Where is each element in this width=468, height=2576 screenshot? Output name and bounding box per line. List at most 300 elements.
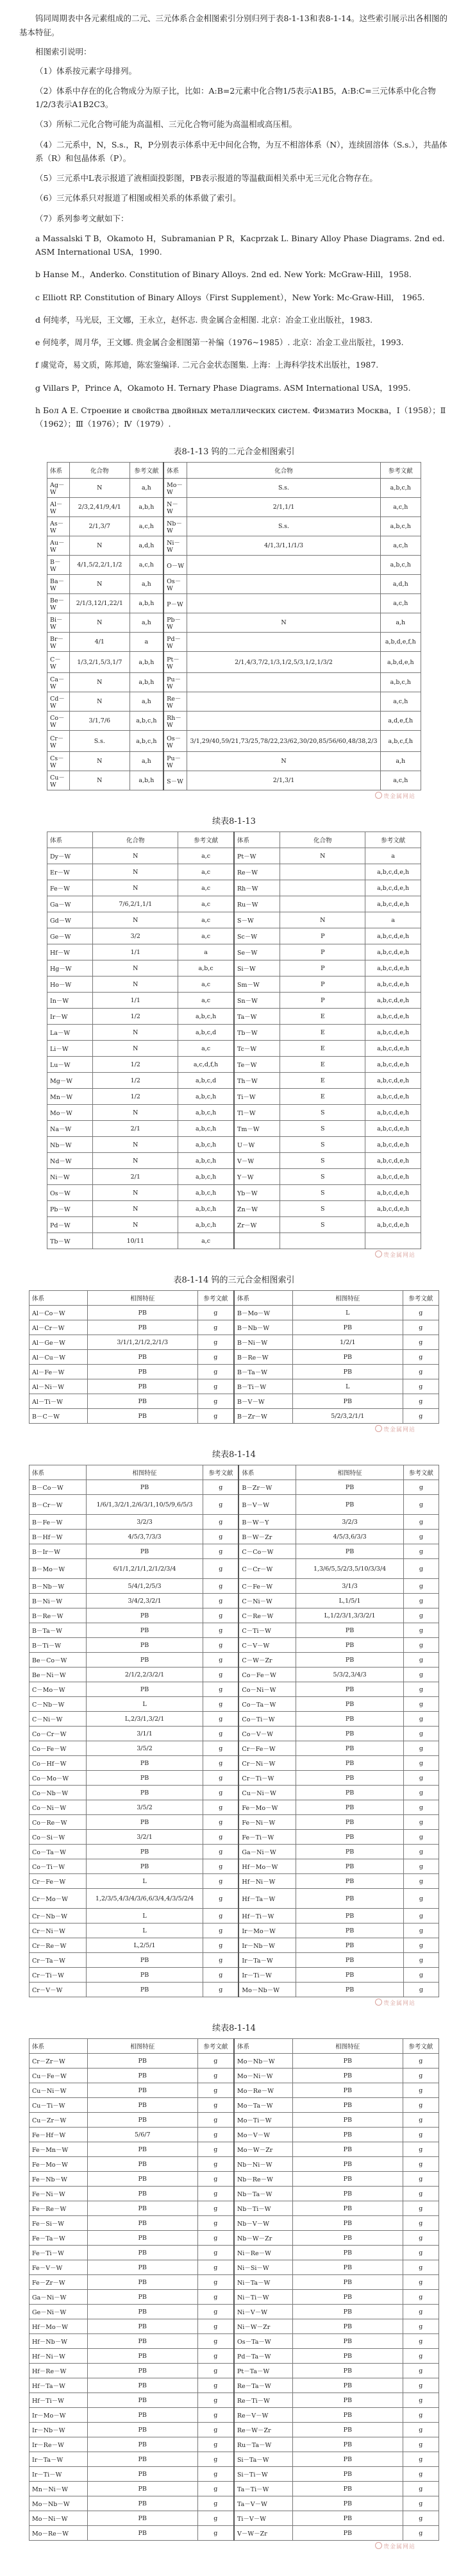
table-cell: Os－W: [163, 575, 187, 594]
table-cell: Sc－W: [234, 928, 280, 944]
note-item: （3）所标二元化合物可能为高温相、三元化合物可能为高温相或高压相。: [35, 119, 297, 130]
table-row: [47, 864, 421, 880]
note-item: （7）系列参考文献如下：: [35, 213, 129, 223]
table-row: [29, 2275, 439, 2290]
table-cell: g: [203, 1741, 239, 1756]
table-cell: Ni－Ti－W: [234, 2290, 293, 2305]
table-cell: Co－Si－W: [29, 1830, 87, 1845]
reference-item: a Massalski T B，Okamoto H，Subramanian P R，Kacprzak L. Binary Alloy Phase Diagrams. 2nd ed. ASM International USA，1990.: [35, 233, 445, 257]
table-cell: g: [203, 1727, 239, 1741]
table-row: [29, 1594, 439, 1608]
table-cell: Ta－Ti－W: [234, 2482, 293, 2496]
table-cell: a,c: [178, 864, 234, 880]
table-cell: g: [197, 2275, 234, 2290]
table-row: [29, 1697, 439, 1712]
table-cell: a,b,c,d: [178, 1073, 234, 1089]
column-header: 化合物: [93, 832, 178, 848]
table-cell: N: [69, 479, 130, 498]
table-cell: g: [197, 2482, 234, 2496]
table-row: [47, 1233, 421, 1249]
table-cell: g: [403, 2157, 439, 2172]
table-cell: Mo－Ta－W: [234, 2098, 293, 2113]
column-header: 相图特征: [87, 2039, 197, 2054]
table-cell: Al－Fe－W: [29, 1365, 88, 1379]
table-cell: N: [93, 1217, 178, 1233]
table-cell: a,b,c,h: [380, 673, 421, 692]
table-cell: PB: [296, 1712, 404, 1727]
table-cell: g: [197, 1350, 234, 1365]
table2b-section: [19, 1447, 449, 2007]
table-cell: Ga－Ni－W: [238, 1845, 296, 1859]
table-row: [47, 993, 421, 1009]
table-cell: C－Ti－W: [238, 1623, 296, 1638]
table-cell: [280, 864, 365, 880]
table-cell: Nb－W: [163, 517, 187, 536]
table-cell: PB: [296, 1800, 404, 1815]
table-cell: Ga－Ni－W: [29, 2290, 88, 2305]
table-cell: Mo－Ni－W: [234, 2068, 293, 2083]
table-cell: PB: [87, 2423, 197, 2437]
table-cell: PB: [293, 2142, 403, 2157]
table-cell: a,b,d,e,h: [380, 652, 421, 673]
table-row: [29, 1608, 439, 1623]
table1b: [47, 832, 421, 1249]
table-cell: Er－W: [47, 864, 93, 880]
table-cell: C－Nb－W: [29, 1697, 87, 1712]
table-cell: g: [403, 1771, 439, 1786]
table-cell: B－Hf－W: [29, 1530, 87, 1544]
table-cell: B－Re－W: [29, 1608, 87, 1623]
table-cell: g: [403, 1608, 439, 1623]
table-row: [29, 1756, 439, 1771]
table-cell: a,b,c,d,e,h: [365, 1185, 421, 1201]
table-row: [29, 2068, 439, 2083]
table-cell: a,b,c,d,e,h: [365, 1089, 421, 1105]
table-cell: PB: [296, 1968, 404, 1983]
table-row: [29, 2423, 439, 2437]
table-cell: g: [203, 1480, 239, 1495]
table-row: [47, 1217, 421, 1233]
table-cell: g: [203, 1923, 239, 1938]
table-cell: g: [203, 1859, 239, 1874]
table-cell: g: [403, 1756, 439, 1771]
table-cell: P: [280, 960, 365, 977]
table-cell: Mo－Nb－W: [234, 2054, 293, 2068]
table-cell: g: [403, 1394, 439, 1409]
table-cell: Mo－W: [163, 479, 187, 498]
table-cell: PB: [87, 2334, 197, 2349]
column-header: 参考文献: [203, 1465, 239, 1480]
table-cell: Fe－Ni－W: [29, 2187, 88, 2201]
table-cell: g: [197, 2408, 234, 2423]
table-cell: g: [403, 2467, 439, 2482]
note-item: （1）体系按元素字母排列。: [35, 65, 137, 76]
table-cell: C－Fe－W: [238, 1579, 296, 1594]
table-cell: 4/5/3,6/3/3: [296, 1530, 404, 1544]
table-cell: Nb－Re－W: [234, 2172, 293, 2187]
table-cell: Co－Hf－W: [29, 1756, 87, 1771]
table-row: [47, 977, 421, 993]
table-cell: g: [403, 2334, 439, 2349]
table-cell: g: [197, 2083, 234, 2098]
table-cell: Gd－W: [47, 912, 93, 928]
table-cell: PB: [87, 2187, 197, 2201]
table-cell: g: [403, 2054, 439, 2068]
table-cell: g: [403, 2408, 439, 2423]
table-row: [29, 1923, 439, 1938]
table-cell: Fe－Hf－W: [29, 2128, 88, 2142]
table2c-section: [19, 2021, 449, 2550]
table-cell: Co－V－W: [238, 1727, 296, 1741]
table-cell: Mo－Ni－W: [29, 2511, 88, 2526]
table-cell: Dy－W: [47, 848, 93, 864]
table-cell: 2/1,1/1: [187, 498, 380, 517]
table-cell: Nb－Ta－W: [234, 2187, 293, 2201]
table-cell: PB: [86, 1623, 203, 1638]
table-cell: S－W: [163, 771, 187, 790]
table-cell: B－Ir－W: [29, 1544, 87, 1559]
table-cell: g: [403, 2482, 439, 2496]
table-cell: Ir－Re－W: [29, 2437, 88, 2452]
table-cell: Fe－Si－W: [29, 2216, 88, 2231]
table-cell: a,c,h: [380, 498, 421, 517]
table-cell: 4/5/3,7/3/3: [86, 1530, 203, 1544]
table-cell: a,b,c,h: [178, 1217, 234, 1233]
table-cell: a,b,c,h: [130, 712, 163, 731]
table-row: [29, 2083, 439, 2098]
table-cell: Pd－Ta－W: [234, 2349, 293, 2364]
table-cell: a,b,c,d,e,h: [365, 1201, 421, 1217]
table-row: [29, 1983, 439, 1997]
table-cell: B－Mo－W: [234, 1306, 293, 1320]
table-cell: g: [403, 1306, 439, 1320]
table-cell: PB: [87, 2378, 197, 2393]
table-row: [29, 2319, 439, 2334]
table-row: [47, 479, 421, 498]
table-cell: Hf－Mo－W: [29, 2319, 88, 2334]
column-header: 体系: [234, 832, 280, 848]
table-cell: PB: [293, 2408, 403, 2423]
table-cell: C－Cr－W: [238, 1559, 296, 1579]
table-cell: Pb－W: [47, 1201, 93, 1217]
table-row: [29, 2246, 439, 2260]
reference-item: c Elliott RP. Constitution of Binary Alloys（First Supplement），New York: Mc-Graw-Hill， 1965.: [35, 292, 425, 302]
watermark: 贵金属网站: [19, 1999, 415, 2007]
table-cell: PB: [293, 2393, 403, 2408]
note-item: （6）三元体系只对报道了相图或相关系的体系做了索引。: [35, 193, 241, 203]
table-row: [47, 1073, 421, 1089]
table-cell: a,c,h: [380, 692, 421, 712]
table-cell: Cr－Ti－W: [29, 1968, 87, 1983]
table-row: [29, 2437, 439, 2452]
table-cell: g: [197, 1394, 234, 1409]
table-cell: g: [403, 2128, 439, 2142]
table-cell: 3/1/3: [296, 1579, 404, 1594]
table-cell: a,b,c,h: [380, 479, 421, 498]
table-cell: PB: [87, 1350, 197, 1365]
note-item: （2）体系中存在的化合物成分为原子比，比如：A:B=2元素中化合物1/5表示A1B5，A:B:C=三元体系中化合物1/2/3表示A1B2C3。: [35, 85, 436, 110]
table-cell: 1/2: [93, 1009, 178, 1025]
table-cell: [187, 633, 380, 652]
table-cell: a,b,c,d,e,h: [365, 1025, 421, 1041]
table-cell: g: [203, 1653, 239, 1668]
table-cell: L: [86, 1874, 203, 1889]
table-cell: PB: [293, 2187, 403, 2201]
column-header: 体系: [29, 2039, 88, 2054]
table-cell: g: [403, 1741, 439, 1756]
table-cell: C－W: [47, 652, 70, 673]
table-cell: PB: [87, 2201, 197, 2216]
table-cell: 2/1,4/3,7/2,1/3,1/2,5/3,1/2,1/3/2: [187, 652, 380, 673]
table-cell: 3/1,7/6: [69, 712, 130, 731]
table-cell: Nb－Ni－W: [234, 2157, 293, 2172]
table-cell: N: [69, 771, 130, 790]
reference-item: h Бол А Е. Строение и свойства двойных металлических систем. Физматиз Москва，Ⅰ（1958）；Ⅱ（1962）；Ⅲ（1976）；Ⅳ（1979）.: [35, 405, 446, 429]
table-cell: Ni－Re－W: [234, 2246, 293, 2260]
table-cell: PB: [87, 2393, 197, 2408]
table-cell: Al－Ge－W: [29, 1335, 88, 1350]
table-row: [29, 1515, 439, 1530]
reference-item: f 虞觉奇，易文质，陈邦迪，陈宏鉴编译. 二元合金状态图集. 上海：上海科学技术出版社，1987.: [35, 360, 379, 370]
table-cell: S.s.: [187, 479, 380, 498]
table-cell: g: [403, 2423, 439, 2437]
table-cell: Be－Ni－W: [29, 1668, 87, 1682]
table-cell: Be－W: [47, 594, 70, 613]
table-cell: Ir－Ti－W: [238, 1968, 296, 1983]
table-cell: 3/5/2: [86, 1741, 203, 1756]
table-row: [47, 1089, 421, 1105]
table-cell: Re－W: [163, 692, 187, 712]
table-cell: V－W－Zr: [234, 2526, 293, 2541]
table-cell: g: [203, 1682, 239, 1697]
table-cell: PB: [296, 1953, 404, 1968]
table-cell: Mg－W: [47, 1073, 93, 1089]
table-row: [29, 1394, 439, 1409]
table2b: [29, 1465, 439, 1997]
table-cell: Al－W: [47, 498, 70, 517]
table-cell: PB: [296, 1756, 404, 1771]
table-cell: Fe－Mo－W: [29, 2157, 88, 2172]
table-cell: g: [197, 2054, 234, 2068]
table-cell: PB: [293, 2083, 403, 2098]
table-cell: PB: [296, 1638, 404, 1653]
table-cell: PB: [87, 2142, 197, 2157]
table-cell: g: [403, 2098, 439, 2113]
table-cell: Nb－V－W: [234, 2216, 293, 2231]
table-cell: g: [403, 1712, 439, 1727]
table-cell: 3/2: [93, 928, 178, 944]
table-cell: g: [197, 2319, 234, 2334]
table-row: [47, 1185, 421, 1201]
table-cell: PB: [87, 2305, 197, 2319]
table-cell: g: [197, 1365, 234, 1379]
table-cell: a,b,c,h: [178, 1121, 234, 1137]
table-cell: S.s.: [69, 731, 130, 752]
table-cell: a,b,c,d,e,h: [365, 896, 421, 912]
table-cell: N: [187, 752, 380, 771]
table-cell: B－Re－W: [234, 1350, 293, 1365]
table-row: [29, 2172, 439, 2187]
table-cell: 1,2/3/5,4/3/4/3/6,6/3/4,4/3/5/2/4: [86, 1889, 203, 1909]
table-cell: PB: [86, 1786, 203, 1800]
table-header-row: [47, 832, 421, 848]
table-cell: g: [403, 1653, 439, 1668]
table-cell: [365, 1233, 421, 1249]
table-cell: S.s.: [187, 517, 380, 536]
table-cell: g: [403, 1365, 439, 1379]
table-cell: g: [197, 2113, 234, 2128]
table2c-title: 续表8-1-14: [212, 2024, 256, 2034]
table-cell: a,b,c,d,e,h: [365, 1121, 421, 1137]
table-cell: g: [197, 2128, 234, 2142]
table-cell: Cr－Ni－W: [238, 1756, 296, 1771]
table-cell: Cu－Ti－W: [29, 2098, 88, 2113]
table-cell: Fe－Ti－W: [29, 2246, 88, 2260]
table-row: [29, 2231, 439, 2246]
table-row: [29, 1889, 439, 1909]
table-cell: Cr－Mo－W: [29, 1889, 87, 1909]
table-cell: a,c,h: [380, 594, 421, 613]
table-cell: g: [203, 1771, 239, 1786]
table-cell: N: [93, 1137, 178, 1153]
table-cell: Ge－Ni－W: [29, 2305, 88, 2319]
table-cell: Te－W: [234, 1057, 280, 1073]
table-cell: 1/2: [93, 1089, 178, 1105]
table1-section: [19, 445, 449, 800]
table-cell: Ag－W: [47, 479, 70, 498]
table-cell: g: [403, 1480, 439, 1495]
table-cell: Be－Co－W: [29, 1653, 87, 1668]
table-cell: Nd－W: [47, 1153, 93, 1169]
table-cell: g: [403, 2275, 439, 2290]
table-cell: g: [197, 2423, 234, 2437]
table-cell: g: [203, 1608, 239, 1623]
table-cell: P－W: [163, 594, 187, 613]
table-cell: g: [403, 1668, 439, 1682]
column-header: 参考文献: [130, 463, 163, 479]
table2: [29, 1290, 439, 1424]
table-cell: g: [403, 2083, 439, 2098]
references-list: [19, 232, 449, 431]
table-cell: PB: [87, 1379, 197, 1394]
table-cell: PB: [87, 2496, 197, 2511]
table-cell: Hg－W: [47, 960, 93, 977]
table-cell: N: [69, 575, 130, 594]
watermark: 贵金属网站: [19, 1250, 415, 1259]
table-cell: PB: [87, 2275, 197, 2290]
column-header: 化合物: [69, 463, 130, 479]
table1b-section: [19, 814, 449, 1259]
table-cell: g: [403, 2349, 439, 2364]
table-cell: g: [203, 1845, 239, 1859]
table-row: [29, 1306, 439, 1320]
table-cell: 3/2/1: [86, 1830, 203, 1845]
table-cell: PB: [296, 1623, 404, 1638]
table-cell: Cr－Nb－W: [29, 1909, 87, 1923]
table1: [47, 462, 421, 790]
table-cell: g: [203, 1786, 239, 1800]
table-cell: PB: [293, 2113, 403, 2128]
table-cell: Zn－W: [234, 1201, 280, 1217]
table-cell: a,b,c,d,e,h: [365, 1009, 421, 1025]
watermark-icon: [375, 1999, 382, 2006]
table-cell: g: [203, 1983, 239, 1997]
table-cell: a,b,c,d,e,h: [365, 1137, 421, 1153]
table-cell: a,b,c,d,e,h: [365, 928, 421, 944]
column-header: 相图特征: [296, 1465, 404, 1480]
table-cell: Hf－Ti－W: [238, 1909, 296, 1923]
column-header: 参考文献: [403, 1291, 439, 1306]
table-cell: Sn－W: [234, 993, 280, 1009]
table-cell: PB: [296, 1697, 404, 1712]
table-cell: C－Re－W: [238, 1608, 296, 1623]
table-cell: g: [403, 1859, 439, 1874]
table-cell: Pu－W: [163, 673, 187, 692]
table-cell: U－W: [234, 1137, 280, 1153]
table-cell: C－V－W: [238, 1638, 296, 1653]
table-cell: PB: [86, 1953, 203, 1968]
column-header: 体系: [234, 1291, 293, 1306]
note-item: （4）二元系中，N，S.s.，R，P分别表示体系中无中间化合物，为互不相溶体系（N），连续固溶体（S.s.），共晶体系（R）和包晶体系（P）。: [35, 139, 447, 163]
table-cell: [280, 896, 365, 912]
table-cell: 1/6/1,3/2/1,2/6/3/1,10/5/9,6/5/3: [86, 1495, 203, 1515]
table-cell: L: [86, 1923, 203, 1938]
table-cell: PB: [293, 2068, 403, 2083]
note-item: （5）三元系中L表示报道了液相面投影图，PB表示报道的等温截面相关系中无三元化合物存在。: [35, 173, 378, 183]
table-cell: a,b,c,d: [178, 1025, 234, 1041]
table-cell: PB: [293, 2260, 403, 2275]
table-cell: Ru－Ta－W: [234, 2437, 293, 2452]
table-cell: Ni－W－Zr: [234, 2319, 293, 2334]
table-cell: PB: [296, 1938, 404, 1953]
table-cell: g: [203, 1909, 239, 1923]
table-cell: Ni－Si－W: [234, 2260, 293, 2275]
table-cell: a,c,h: [130, 556, 163, 575]
column-header: 化合物: [280, 832, 365, 848]
table-cell: Tc－W: [234, 1041, 280, 1057]
table-cell: PB: [293, 2452, 403, 2467]
table-cell: Cr－Ni－W: [29, 1923, 87, 1938]
table-cell: Ir－Mo－W: [238, 1923, 296, 1938]
table-row: [47, 498, 421, 517]
table-cell: PB: [293, 2216, 403, 2231]
table-cell: a,c,h: [380, 771, 421, 790]
table-cell: Mn－W: [47, 1089, 93, 1105]
table-row: [29, 1682, 439, 1697]
table-row: [29, 1830, 439, 1845]
table-cell: As－W: [47, 517, 70, 536]
table-cell: g: [403, 1409, 439, 1424]
table-cell: a,b,c,d,e,h: [365, 1169, 421, 1185]
table-cell: Os－W: [163, 731, 187, 752]
table-row: [29, 1938, 439, 1953]
column-header: 参考文献: [403, 1465, 439, 1480]
table-cell: g: [197, 2142, 234, 2157]
table-row: [29, 1480, 439, 1495]
table-cell: Cr－Fe－W: [238, 1741, 296, 1756]
table-cell: PB: [293, 2526, 403, 2541]
table-row: [47, 1057, 421, 1073]
table-row: [29, 2526, 439, 2541]
table-cell: PB: [87, 2319, 197, 2334]
table-cell: Cs－W: [47, 752, 70, 771]
table-row: [47, 633, 421, 652]
legend-title: 相图索引说明：: [35, 46, 92, 56]
table-cell: Lu－W: [47, 1057, 93, 1073]
table-cell: a,b,h: [130, 771, 163, 790]
table-cell: P: [280, 944, 365, 960]
table-cell: a,h: [130, 752, 163, 771]
